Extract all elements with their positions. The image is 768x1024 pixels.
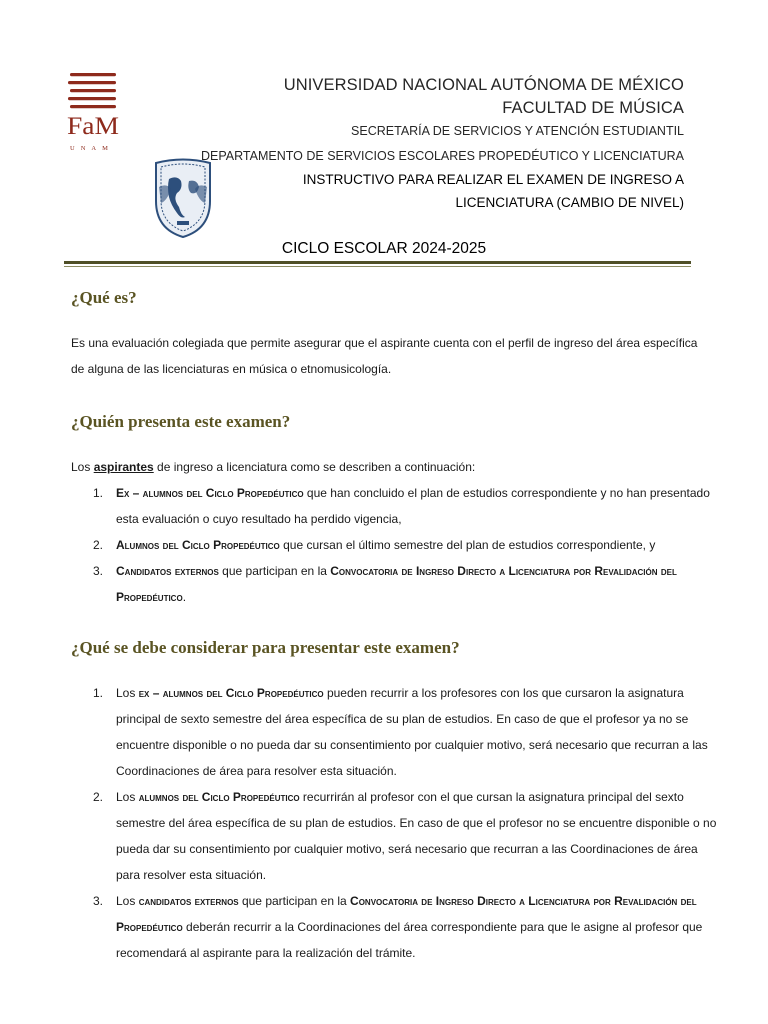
list-item xyxy=(71,532,719,558)
list-item xyxy=(71,558,719,610)
list-item-text: que participan en la xyxy=(218,564,331,578)
list-item-prefix: Los xyxy=(116,790,139,804)
list-item-label: ex – alumnos del Ciclo Propedéutico xyxy=(138,686,324,700)
list-number: 3. xyxy=(93,564,104,578)
header-divider-thin xyxy=(64,266,691,267)
department-name: DEPARTAMENTO DE SERVICIOS ESCOLARES PROPEDÉUTICO Y LICENCIATURA xyxy=(201,149,684,163)
list-item xyxy=(71,480,719,532)
section-title-who: ¿Quién presenta este examen? xyxy=(71,412,291,431)
list-number: 2. xyxy=(93,538,104,552)
instructions-title-line1: INSTRUCTIVO PARA REALIZAR EL EXAMEN DE INGRESO A xyxy=(302,172,684,187)
intro-suffix: de ingreso a licenciatura como se describen a continuación: xyxy=(153,460,476,474)
list-item-label-2: Convocatoria de Ingreso Directo a Licenciatura por Revalidación del Propedéutico xyxy=(116,894,697,934)
list-item-text: que han concluido el plan de estudios correspondiente y no han presentado esta evaluación o cuyo resultado ha perdido vigencia, xyxy=(116,486,710,526)
list-item-text-mid: que participan en la xyxy=(238,894,351,908)
list-number: 3. xyxy=(93,894,104,908)
list-item-prefix: Los xyxy=(116,894,139,908)
list-item xyxy=(71,680,719,784)
university-name: UNIVERSIDAD NACIONAL AUTÓNOMA DE MÉXICO xyxy=(283,76,684,94)
faculty-name: FACULTAD DE MÚSICA xyxy=(502,99,684,117)
intro-prefix: Los xyxy=(71,460,94,474)
list-item-text: recurrirán al profesor con el que cursan la asignatura principal del sexto semestre del área específica de su plan de estudios. En caso de que el profesor no se encuentre disponible o no pueda dar su consentimiento por cualquier motivo, será necesario que recurran a las Coordinaciones de área para resolver esta situación. xyxy=(116,790,717,882)
section-body-what-is: Es una evaluación colegiada que permite asegurar que el aspirante cuenta con el perfil de ingreso del área específica de alguna de las licenciaturas en música o etnomusicología. xyxy=(71,336,698,376)
list-item xyxy=(71,784,719,888)
svg-text:UNAM: UNAM xyxy=(70,145,114,152)
list-number: 1. xyxy=(93,486,104,500)
list-item-text: pueden recurrir a los profesores con los que cursaron la asignatura principal de sexto semestre del área específica de su plan de estudios. En caso de que el profesor ya no se encuentre disponible o no pueda dar su consentimiento por cualquier motivo, será necesario que recurran a las Coordinaciones de área para resolver esta situación. xyxy=(116,686,708,778)
fam-logo-icon xyxy=(64,70,122,156)
list-item-label: Ex – alumnos del Ciclo Propedéutico xyxy=(116,486,304,500)
list-item-text: que cursan el último semestre del plan de estudios correspondiente, y xyxy=(279,538,656,552)
school-cycle: CICLO ESCOLAR 2024-2025 xyxy=(281,240,487,257)
instructions-title-line2: LICENCIATURA (CAMBIO DE NIVEL) xyxy=(455,195,684,210)
list-item-label: alumnos del Ciclo Propedéutico xyxy=(138,790,300,804)
list-item xyxy=(71,888,719,966)
svg-text:FaM: FaM xyxy=(67,113,119,140)
list-item-text: deberán recurrir a la Coordinaciones del área correspondiente para que le asigne al profesor que recomendará al aspirante para la realización del trámite. xyxy=(116,920,703,960)
section-intro-who xyxy=(71,454,711,480)
list-item-label: Alumnos del Ciclo Propedéutico xyxy=(116,538,280,552)
header-divider xyxy=(64,261,691,264)
list-item-text-end: . xyxy=(182,590,187,604)
list-item-label: Candidatos externos xyxy=(116,564,219,578)
list-item-label-2: Convocatoria de Ingreso Directo a Licenciatura por Revalidación del Propedéutico xyxy=(116,564,677,604)
list-number: 2. xyxy=(93,790,104,804)
list-item-prefix: Los xyxy=(116,686,139,700)
section-title-consider: ¿Qué se debe considerar para presentar este examen? xyxy=(71,638,460,657)
section-title-what-is: ¿Qué es? xyxy=(71,288,137,307)
secretariat-name: SECRETARÍA DE SERVICIOS Y ATENCIÓN ESTUDIANTIL xyxy=(351,124,684,138)
unam-seal-icon xyxy=(151,157,215,239)
who-list xyxy=(71,480,719,610)
list-number: 1. xyxy=(93,686,104,700)
consider-list xyxy=(71,680,719,966)
intro-emphasis: aspirantes xyxy=(93,460,154,474)
list-item-label: candidatos externos xyxy=(138,894,239,908)
